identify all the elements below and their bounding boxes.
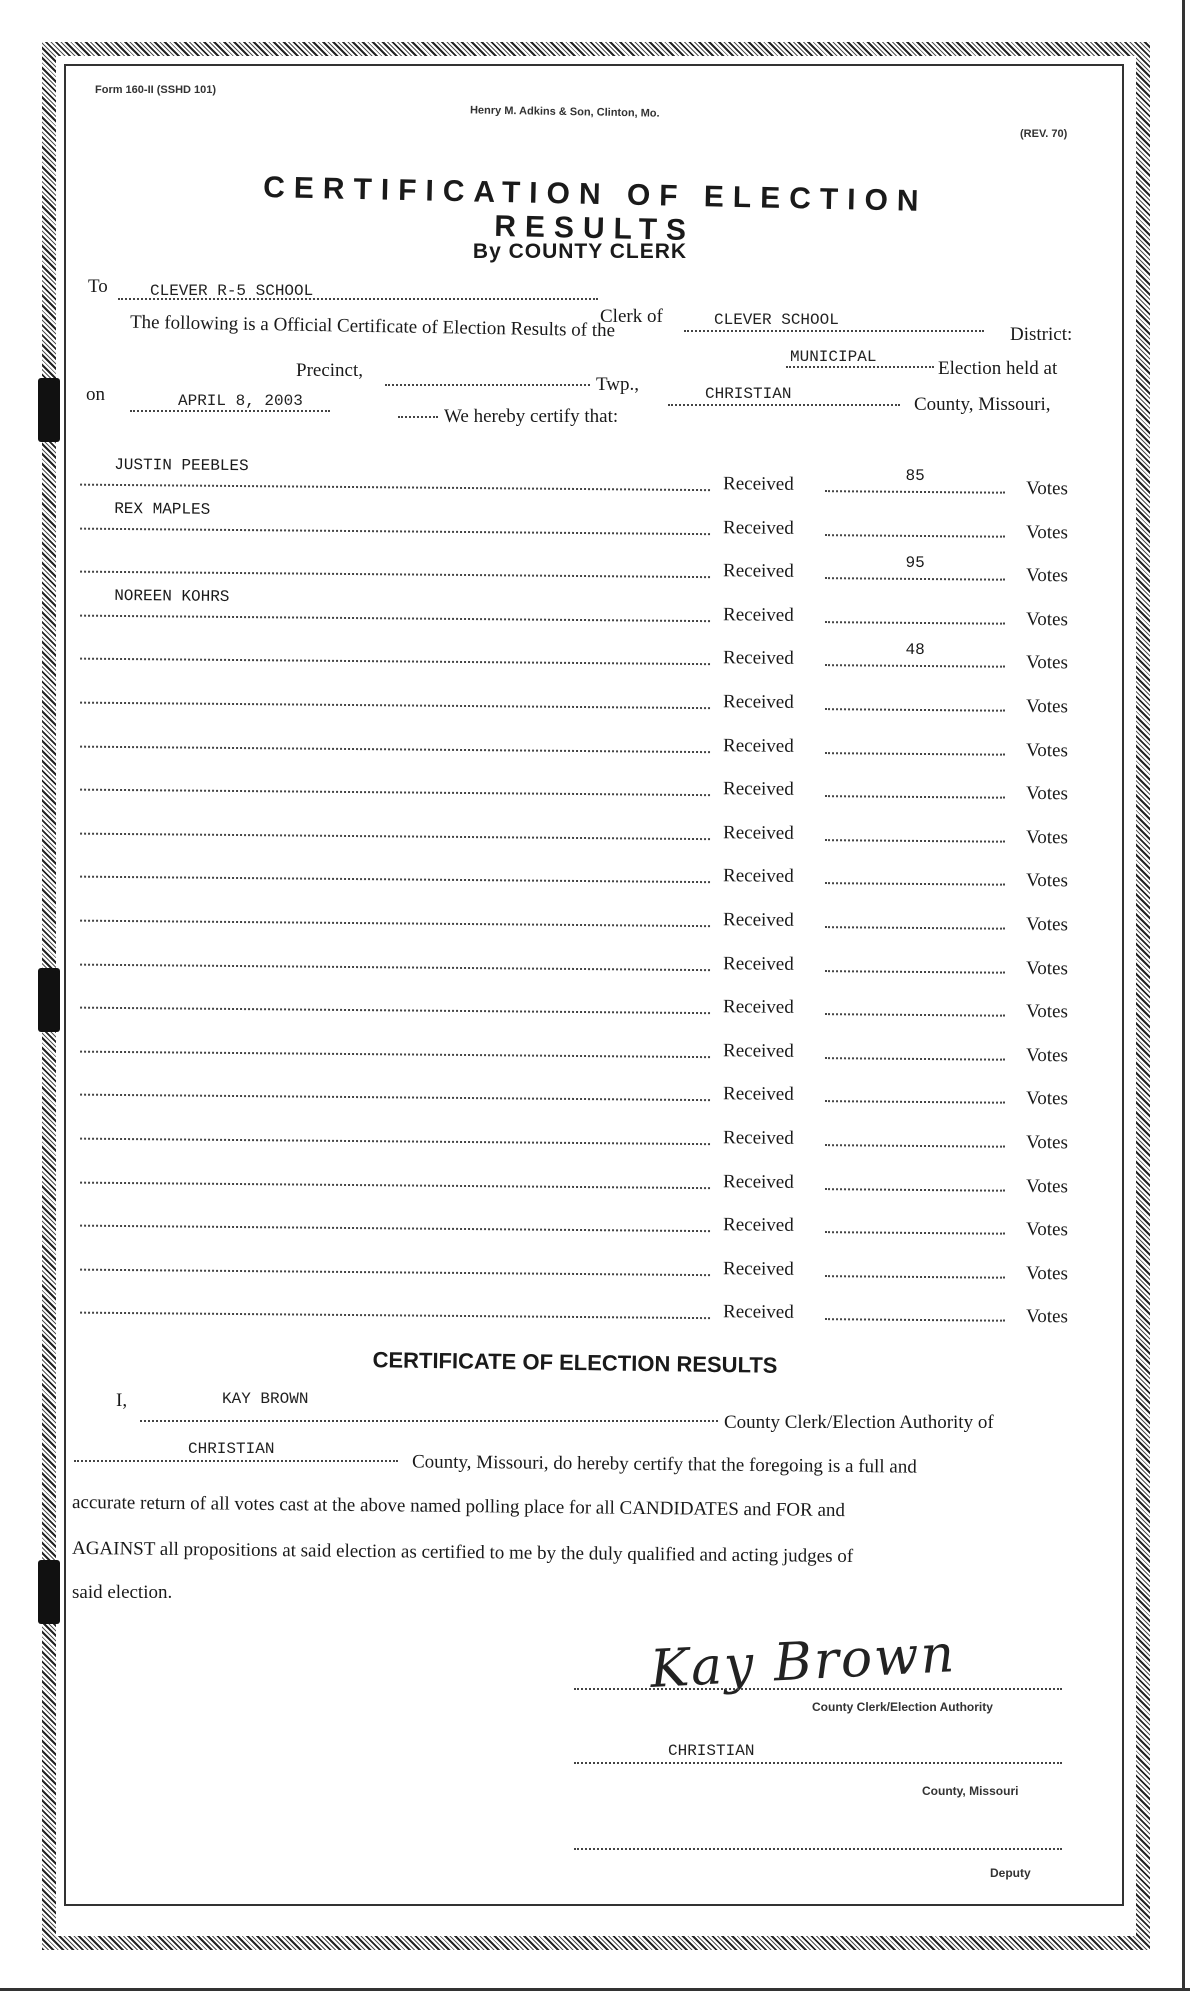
binder-tab: [38, 378, 60, 442]
clerk-of-value: CLEVER SCHOOL: [714, 311, 839, 329]
revision: (REV. 70): [1020, 128, 1068, 140]
candidate-line: [80, 1050, 710, 1057]
received-label: Received: [722, 647, 794, 670]
votes-label: Votes: [1025, 608, 1069, 631]
received-label: Received: [722, 1170, 794, 1193]
twp-label: Twp.,: [596, 374, 640, 395]
county-line: [74, 1460, 398, 1462]
count-line: [825, 1275, 1005, 1279]
form-number: Form 160-II (SSHD 101): [95, 84, 217, 96]
certificate-title: CERTIFICATE OF ELECTION RESULTS: [372, 1347, 778, 1378]
district-label: District:: [1010, 324, 1073, 345]
county-value: CHRISTIAN: [188, 1440, 275, 1458]
clerk-signature: Kay Brown: [648, 1624, 958, 1700]
count-line: [825, 839, 1005, 843]
signature-caption: County Clerk/Election Authority: [812, 1700, 993, 1714]
received-label: Received: [722, 691, 794, 713]
election-type-line: [786, 366, 934, 368]
authority-label: County Clerk/Election Authority of: [724, 1412, 994, 1433]
received-label: Received: [722, 1258, 794, 1280]
printer-name: Henry M. Adkins & Son, Clinton, Mo.: [469, 104, 660, 120]
candidate-line: [80, 1225, 710, 1232]
candidate-line: [80, 658, 710, 665]
intro-text: The following is a Official Certificate of Election Results of the: [129, 311, 616, 342]
clerk-name: KAY BROWN: [222, 1390, 309, 1408]
precinct-line: [385, 384, 590, 386]
votes-label: Votes: [1025, 477, 1069, 500]
received-label: Received: [722, 865, 794, 888]
candidate-line: [80, 1181, 710, 1188]
received-label: Received: [722, 516, 794, 539]
on-label: on: [86, 384, 105, 405]
count-line: [825, 752, 1005, 756]
binder-tab: [38, 968, 60, 1032]
count-line: [825, 926, 1005, 930]
county-label: County, Missouri,: [914, 394, 1051, 415]
count-line: [825, 577, 1005, 581]
votes-label: Votes: [1025, 1262, 1069, 1285]
candidate-line: [80, 1268, 710, 1275]
count-line: [825, 1101, 1005, 1105]
received-label: Received: [722, 822, 794, 844]
received-label: Received: [722, 473, 794, 495]
received-label: Received: [722, 560, 794, 583]
candidate-line: [80, 1094, 710, 1101]
candidate-line: [80, 920, 710, 927]
document-subtitle: By COUNTY CLERK: [472, 240, 688, 263]
count-line: [825, 490, 1005, 494]
i-label: I,: [116, 1390, 128, 1411]
deputy-caption: Deputy: [990, 1866, 1031, 1880]
received-label: Received: [722, 1127, 794, 1149]
count-line: [825, 1013, 1005, 1017]
document-title: CERTIFICATION OF ELECTION RESULTS: [262, 171, 928, 248]
vote-count: 48: [905, 641, 925, 660]
candidate-line: [80, 963, 710, 970]
candidate-line: [80, 1007, 710, 1014]
votes-label: Votes: [1025, 521, 1069, 543]
votes-label: Votes: [1025, 739, 1069, 761]
count-line: [825, 795, 1005, 799]
count-line: [825, 708, 1005, 712]
county-caption: County, Missouri: [922, 1784, 1019, 1798]
date-line-tail: [398, 416, 438, 418]
clerk-name-line: [140, 1420, 718, 1422]
twp-value: CHRISTIAN: [705, 385, 792, 403]
candidate-name: NOREEN KOHRS: [114, 586, 230, 606]
votes-label: Votes: [1025, 695, 1069, 718]
certificate-line-2: County, Missouri, do hereby certify that the foregoing is a full and: [411, 1451, 917, 1478]
received-label: Received: [722, 734, 794, 757]
election-held-label: Election held at: [938, 358, 1058, 379]
certificate-line-4: AGAINST all propositions at said election as certified to me by the duly qualified and acting judges of: [71, 1537, 854, 1568]
candidate-line: [80, 571, 710, 578]
clerk-of-label: Clerk of: [600, 306, 663, 327]
count-line: [825, 1144, 1005, 1148]
binder-tab: [38, 1560, 60, 1624]
count-line: [825, 1188, 1005, 1192]
candidate-line: [80, 745, 710, 752]
count-line: [825, 1057, 1005, 1061]
votes-label: Votes: [1025, 1175, 1069, 1197]
candidate-line: [80, 614, 710, 621]
count-line: [825, 621, 1005, 625]
received-label: Received: [722, 604, 794, 626]
candidate-name: JUSTIN PEEBLES: [114, 455, 249, 476]
county-signature-line: [574, 1762, 1062, 1764]
candidate-line: [80, 702, 710, 709]
clerk-of-line: [684, 330, 984, 332]
received-label: Received: [722, 909, 794, 931]
deputy-line: [574, 1848, 1062, 1850]
candidate-line: [80, 789, 710, 796]
received-label: Received: [722, 1040, 794, 1062]
received-label: Received: [722, 1214, 794, 1237]
votes-label: Votes: [1025, 870, 1069, 892]
sheet-edge: [1182, 0, 1185, 1990]
twp-line: [668, 404, 900, 406]
to-label: To: [88, 276, 108, 297]
election-type: MUNICIPAL: [790, 348, 877, 366]
date-line: [130, 410, 330, 412]
candidate-line: [80, 1312, 710, 1319]
votes-label: Votes: [1025, 1131, 1069, 1154]
votes-label: Votes: [1025, 957, 1069, 979]
count-line: [825, 1319, 1005, 1323]
count-line: [825, 1231, 1005, 1235]
certificate-line-3: accurate return of all votes cast at the above named polling place for all CANDIDATES and FOR and: [71, 1491, 846, 1522]
candidate-line: [80, 484, 710, 491]
count-line: [825, 883, 1005, 887]
candidate-line: [80, 876, 710, 883]
count-line: [825, 970, 1005, 974]
votes-label: Votes: [1025, 783, 1069, 805]
received-label: Received: [722, 996, 794, 1019]
date-value: APRIL 8, 2003: [178, 392, 303, 410]
votes-label: Votes: [1025, 913, 1069, 936]
certificate-line-5: said election.: [72, 1582, 173, 1603]
votes-label: Votes: [1025, 652, 1069, 674]
count-line: [825, 665, 1005, 669]
precinct-label: Precinct,: [296, 360, 364, 381]
votes-label: Votes: [1025, 1219, 1069, 1241]
certify-text: We hereby certify that:: [444, 406, 619, 427]
candidate-line: [80, 832, 710, 839]
count-line: [825, 534, 1005, 538]
received-label: Received: [722, 1301, 794, 1324]
votes-label: Votes: [1025, 565, 1069, 587]
votes-label: Votes: [1025, 1001, 1069, 1023]
received-label: Received: [722, 1083, 794, 1106]
candidate-name: REX MAPLES: [114, 499, 211, 519]
vote-count: 95: [905, 554, 925, 573]
votes-label: Votes: [1025, 1044, 1069, 1067]
votes-label: Votes: [1025, 1306, 1069, 1328]
votes-label: Votes: [1025, 826, 1069, 849]
received-label: Received: [722, 778, 794, 801]
candidate-line: [80, 1138, 710, 1145]
signature-line: [574, 1688, 1062, 1690]
sheet-edge: [0, 1988, 1190, 1991]
votes-label: Votes: [1025, 1088, 1069, 1110]
vote-count: 85: [905, 466, 925, 486]
signature-county-value: CHRISTIAN: [668, 1742, 755, 1760]
received-label: Received: [722, 952, 794, 975]
candidate-line: [80, 527, 710, 534]
to-value: CLEVER R-5 SCHOOL: [150, 282, 314, 300]
